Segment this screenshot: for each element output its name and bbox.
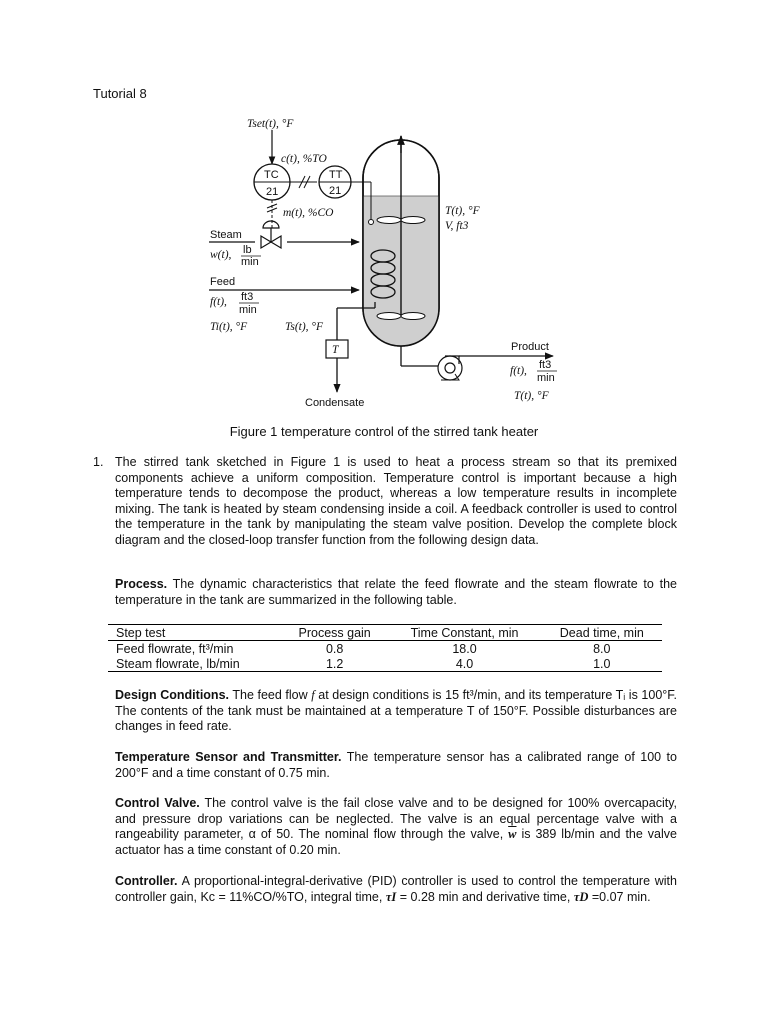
question-intro: The stirred tank sketched in Figure 1 is used to heat a process stream so that its premixed components achieve a uniform composition. Temperature control is important because a high temperature tends to decompose the product, whereas a low temperature results in incomplete mixing. The tank is heated by steam condensing inside a coil. A feedback controller is used to control the temperature in the tank by manipulating the steam valve position. Develop the complete block diagram and the closed-loop transfer function from the following design data. — [115, 455, 677, 547]
table-row — [108, 656, 662, 672]
controller-text-3: =0.07 min. — [591, 889, 651, 904]
table-cell: 18.0 — [452, 641, 477, 656]
sensor-text: The temperature sensor has a calibrated range of 100 to 200°F and a time constant of 0.75 min. — [115, 750, 677, 780]
controller-symbol-ti: τI — [385, 889, 397, 904]
trap-label: T — [332, 344, 339, 356]
ct-label: c(t), %TO — [281, 153, 327, 165]
table-header: Step test — [108, 625, 280, 641]
condensate-label: Condensate — [305, 397, 365, 409]
table-cell: 0.8 — [325, 641, 344, 656]
tc-controller-bubble — [254, 164, 290, 200]
design-section — [115, 688, 677, 735]
tc-number: 21 — [266, 186, 279, 198]
pump-icon — [438, 356, 462, 380]
tank-temp-label: T(t), °F — [445, 205, 480, 217]
process-diagram — [205, 108, 575, 413]
table-cell: 4.0 — [387, 656, 539, 672]
table-cell: 8.0 — [593, 641, 611, 656]
step-test-table — [108, 624, 662, 672]
feed-label: Feed — [210, 276, 236, 288]
design-text-2: at design conditions is 15 ft³/min, and its temperature Tᵢ is 100°F. The contents of the tank must be maintained at a temperature T of 150°F. Possible disturbances are changes in feed rate. — [115, 688, 677, 733]
process-section — [115, 577, 677, 608]
design-heading: Design Conditions. — [115, 688, 229, 702]
tc-tag: TC — [264, 169, 279, 181]
table-cell: Steam flowrate, lb/min — [108, 656, 280, 672]
product-label: Product — [511, 341, 549, 353]
controller-text-2: = 0.28 min and derivative time, — [399, 889, 571, 904]
steam-flow-label: w(t), — [210, 249, 232, 261]
controller-text-1: A proportional-integral-derivative (PID) controller is used to control the temperature with controller gain, Kc = 11%CO/%TO, integral time, — [115, 874, 677, 904]
tt-tag: TT — [329, 169, 343, 181]
table-cell: Feed flowrate, ft³/min — [116, 641, 234, 656]
table-cell: 1.2 — [280, 656, 388, 672]
process-text: The dynamic characteristics that relate the feed flowrate and the steam flowrate to the temperature in the tank are summarized in the following table. — [115, 577, 677, 607]
sensor-section — [115, 750, 677, 781]
design-symbol-f: f — [311, 688, 315, 702]
steam-unit-den: min — [241, 256, 259, 268]
table-cell: 1.0 — [540, 656, 662, 672]
process-heading: Process. — [115, 577, 168, 591]
cond-temp-label: Ts(t), °F — [285, 321, 324, 333]
tset-label: Tset(t), °F — [247, 118, 294, 130]
tank-vol-label: V, ft3 — [445, 220, 469, 232]
prod-unit-den: min — [537, 372, 555, 384]
prod-unit-num: ft3 — [539, 359, 552, 371]
table-header: Dead time, min — [540, 625, 662, 641]
figure-caption: Figure 1 temperature control of the stirred tank heater — [229, 424, 539, 439]
steam-unit-num: lb — [243, 244, 252, 256]
prod-temp-label: T(t), °F — [514, 390, 549, 402]
table-header: Time Constant, min — [387, 625, 539, 641]
valve-symbol-w: $\overline{w}$ — [508, 827, 517, 841]
feed-flow-label: f(t), — [210, 296, 227, 308]
table-header-row — [108, 625, 662, 641]
tt-transmitter-bubble — [319, 166, 351, 198]
feed-temp-label: Ti(t), °F — [210, 321, 248, 333]
sensor-heading: Temperature Sensor and Transmitter. — [115, 750, 342, 764]
valve-section — [115, 796, 677, 858]
feed-unit-den: min — [239, 304, 257, 316]
valve-text-2: is 389 lb/min and the valve actuator has a time constant of 0.20 min. — [115, 827, 677, 857]
valve-text-1: The control valve is the fail close valve and to be designed for 100% overcapacity, and pressure drop variations can be neglected. The valve is an equal percentage valve with a rangeability parameter, α of 50. The nominal flow through the valve, — [115, 796, 678, 841]
question-number: 1. — [93, 455, 104, 469]
table-row — [108, 641, 662, 657]
feed-unit-num: ft3 — [241, 291, 254, 303]
page-title: Tutorial 8 — [93, 86, 147, 101]
steam-valve-icon — [261, 221, 281, 248]
controller-section — [115, 874, 677, 905]
controller-symbol-td: τD — [573, 889, 589, 904]
prod-flow-label: f(t), — [510, 365, 527, 377]
design-text-1: The feed flow — [232, 688, 308, 702]
valve-heading: Control Valve. — [115, 796, 200, 810]
table-header: Process gain — [280, 625, 388, 641]
controller-heading: Controller. — [115, 874, 178, 888]
steam-label: Steam — [210, 229, 242, 241]
mt-label: m(t), %CO — [283, 207, 334, 219]
tt-number: 21 — [329, 185, 342, 197]
